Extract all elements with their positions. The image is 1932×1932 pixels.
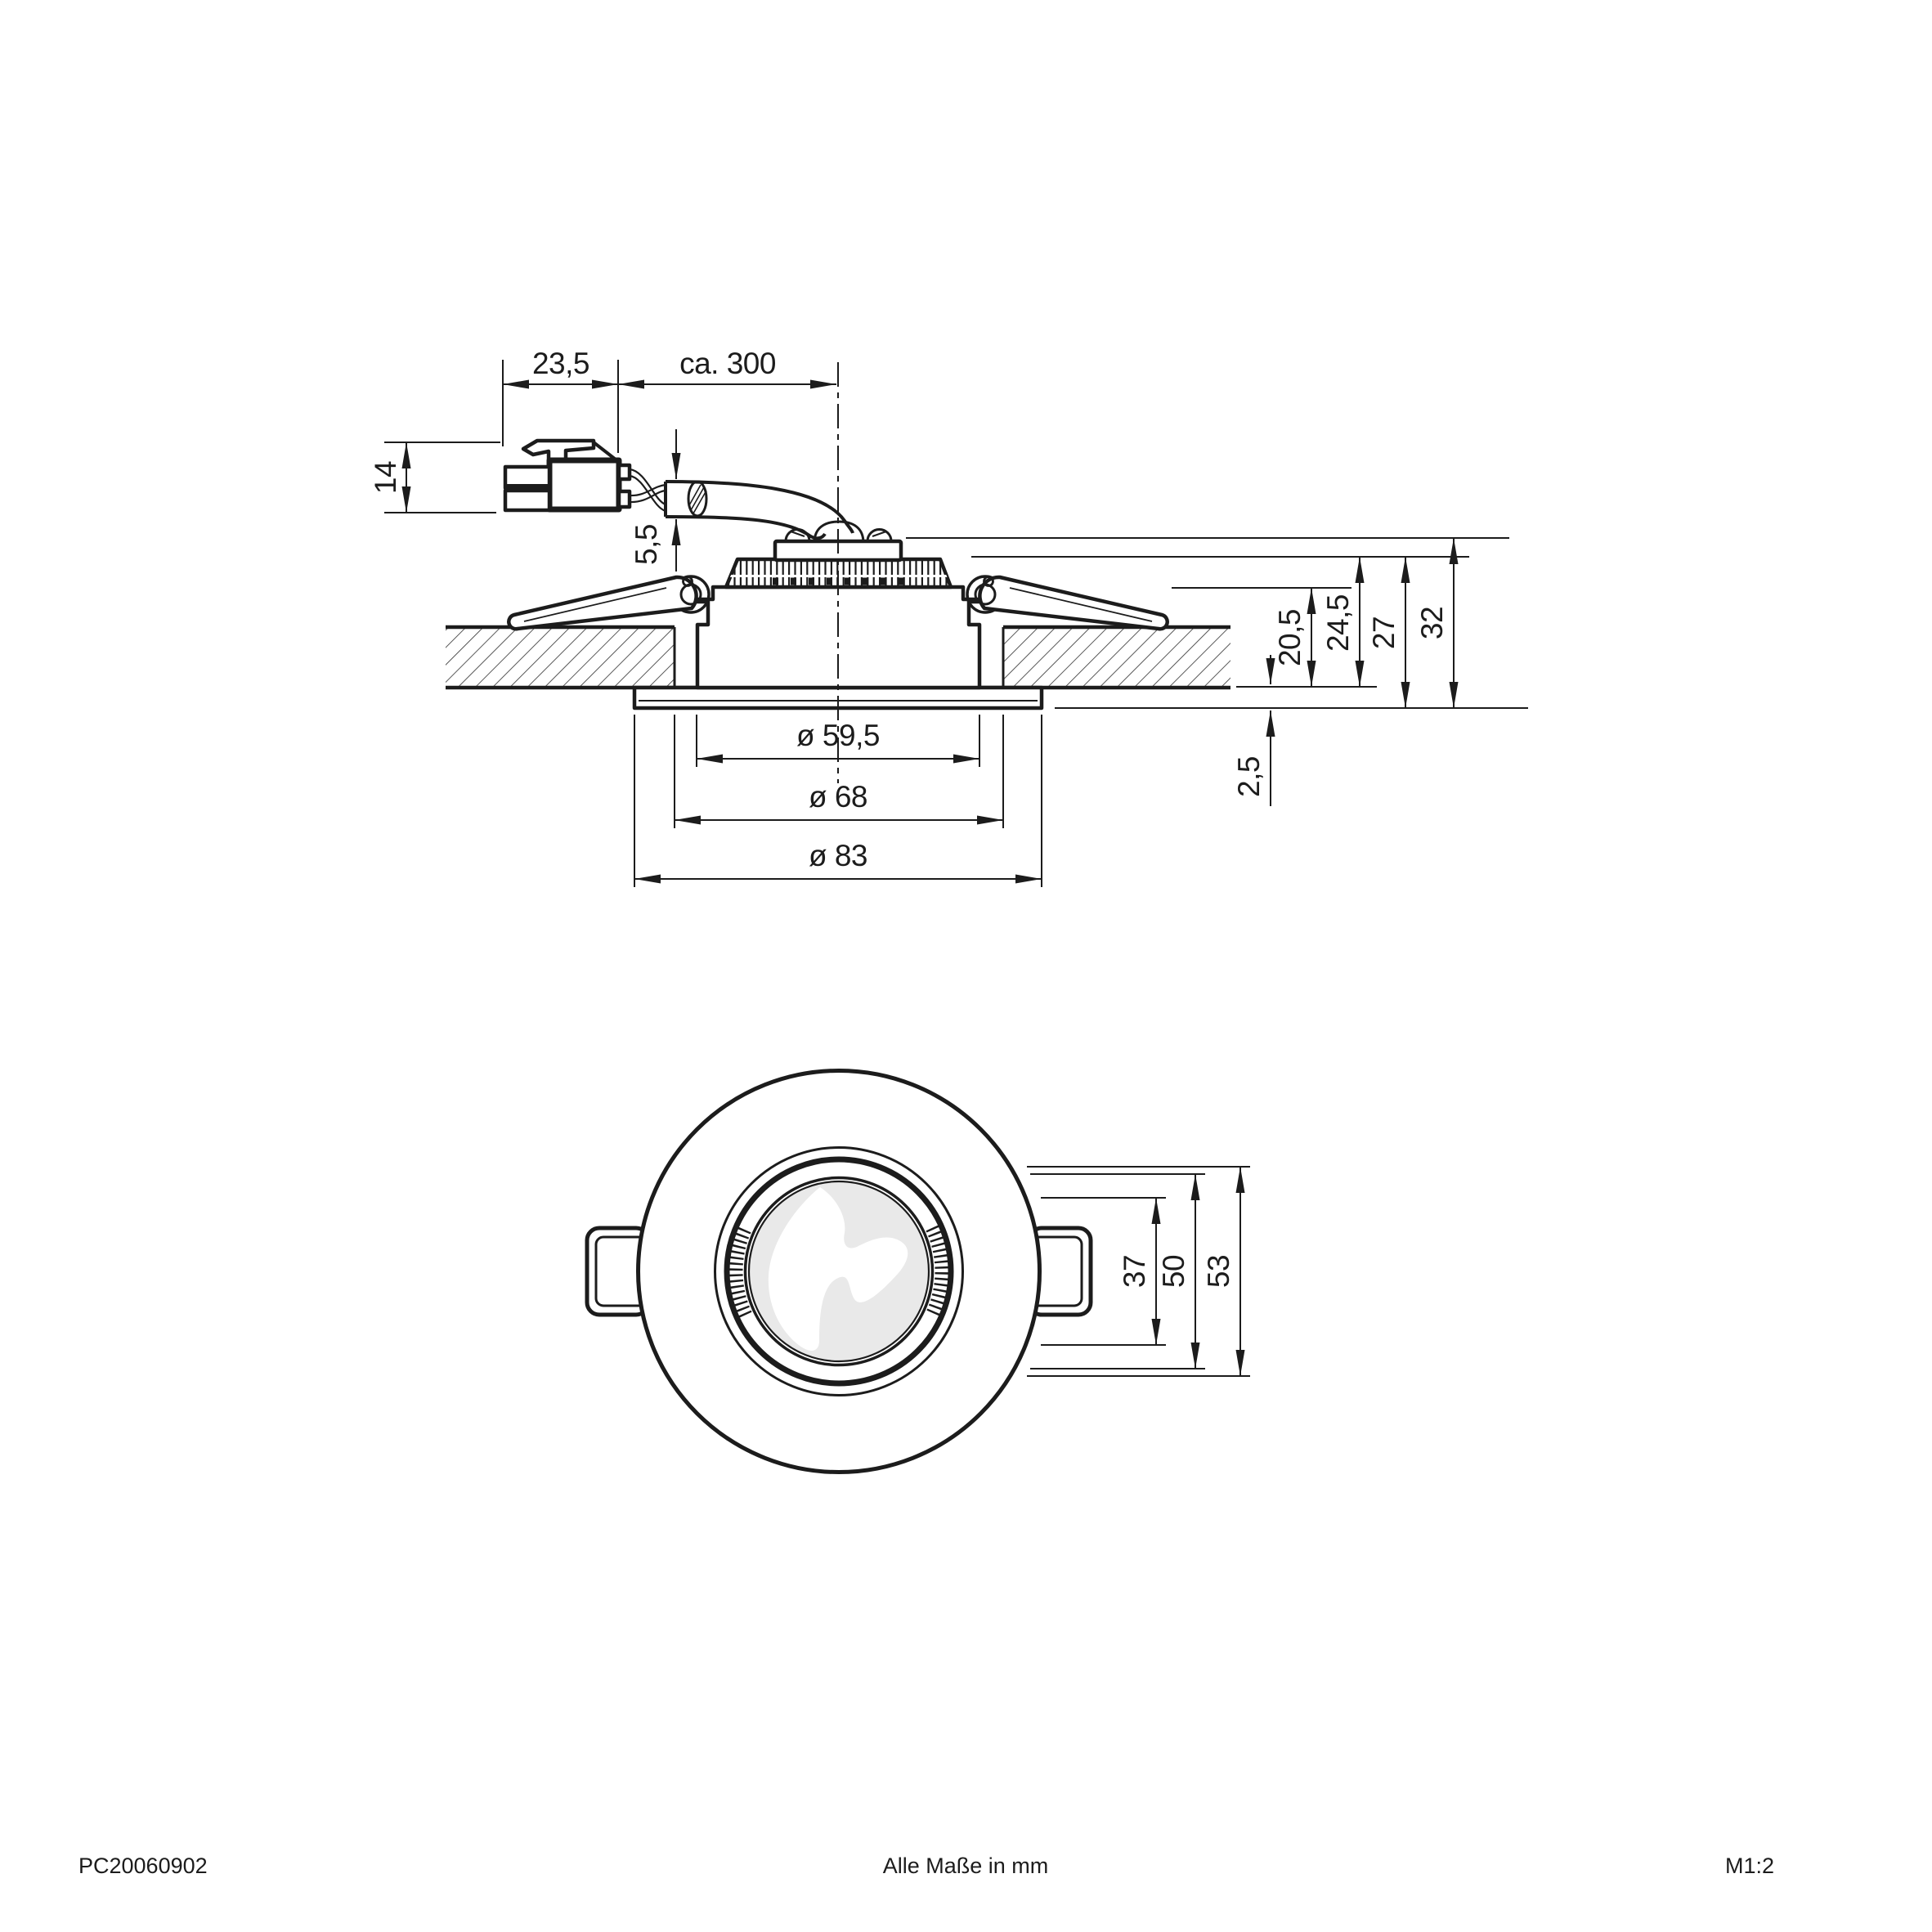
connector-latch-arm: [594, 442, 616, 459]
connector-prong-bottom: [505, 491, 549, 510]
connector-pin-bottom: [619, 491, 630, 507]
mounting-clip-left: [509, 576, 709, 629]
front-view: [587, 1071, 1250, 1473]
dim-total-height: 32: [1415, 606, 1449, 640]
front-view-dimensions: [1027, 1167, 1250, 1376]
dim-cable-length: ca. 300: [679, 347, 776, 380]
dim-dia-lens: 37: [1118, 1254, 1151, 1289]
connector-plug: [505, 441, 630, 510]
dim-flange-thickness: 2,5: [1232, 756, 1266, 797]
side-view: [369, 347, 1528, 887]
units-note: Alle Maße in mm: [882, 1854, 1049, 1878]
connector-body: [549, 460, 619, 509]
connector-prong-divider: [505, 484, 549, 492]
ceiling-hatch-left: [446, 628, 675, 687]
screw-slot-right: [872, 531, 886, 536]
dim-height-above-flange: 27: [1367, 616, 1401, 650]
connector-latch: [523, 441, 594, 460]
ceiling-hatch-right: [1003, 628, 1230, 687]
dim-recess-depth-min: 20,5: [1273, 608, 1307, 667]
part-number: PC20060902: [78, 1854, 208, 1878]
drawing-scale: M1:2: [1724, 1854, 1774, 1878]
wire-1b: [630, 476, 666, 511]
footer: [78, 1854, 1774, 1878]
dim-connector-height: 14: [369, 460, 402, 495]
connector-pin-top: [619, 465, 630, 479]
dim-dia-bezel: 53: [1202, 1254, 1235, 1289]
dim-dia-cutout: ø 68: [808, 780, 868, 814]
dim-dia-housing: ø 59,5: [796, 719, 880, 752]
dim-recess-depth: 24,5: [1321, 594, 1355, 652]
dim-connector-length: 23,5: [531, 347, 590, 380]
dim-dia-inner-trim: 50: [1157, 1254, 1190, 1289]
mounting-clip-right: [967, 576, 1168, 629]
dim-cable-diameter: 5,5: [630, 524, 663, 565]
dim-dia-flange: ø 83: [808, 839, 868, 872]
